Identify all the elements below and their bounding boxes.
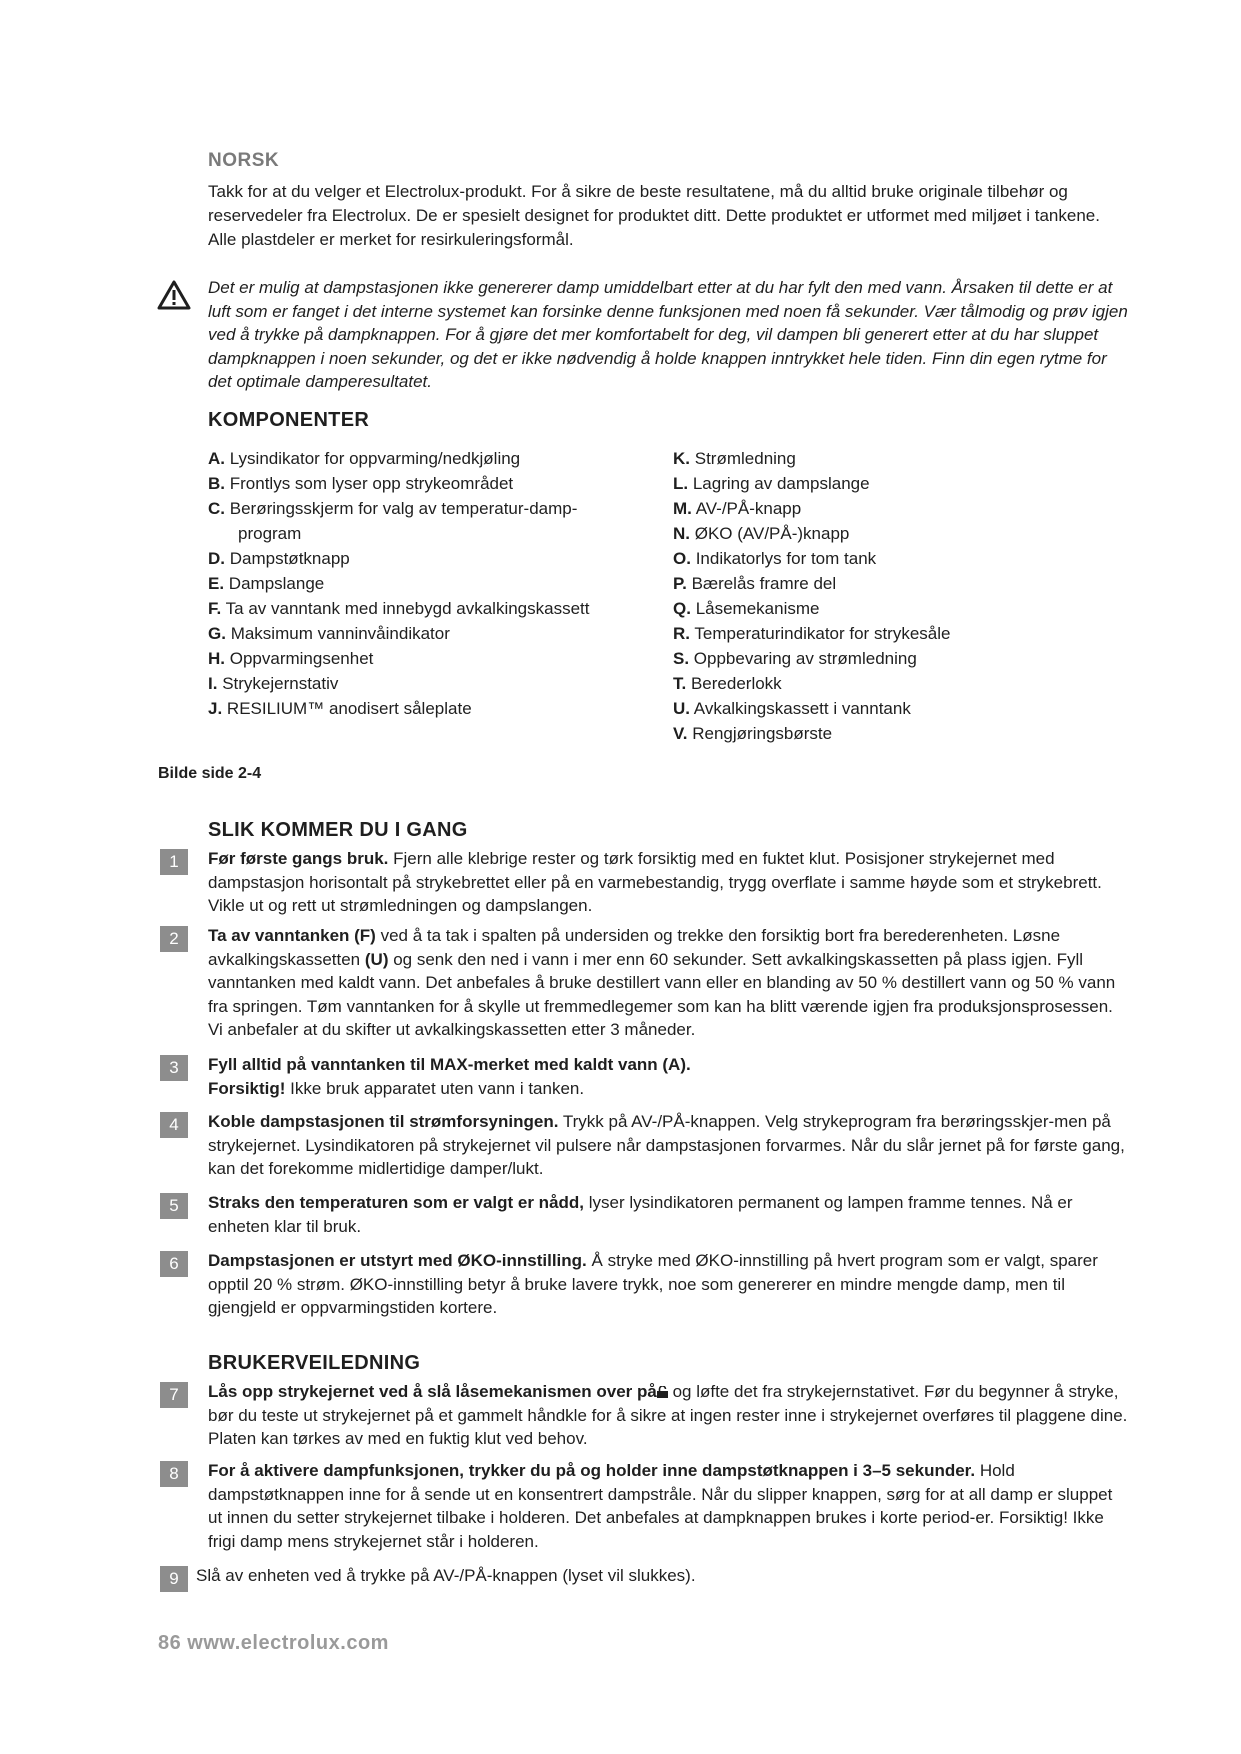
component-item: B. Frontlys som lyser opp strykeområdet [208,474,514,493]
image-reference: Bilde side 2-4 [158,765,262,782]
step-number: 6 [160,1251,188,1277]
component-item: H. Oppvarmingsenhet [208,649,374,668]
getting-started-heading: SLIK KOMMER DU I GANG [208,819,468,841]
step-number: 5 [160,1193,188,1219]
component-item: J. RESILIUM™ anodisert såleplate [208,699,472,718]
components-heading: KOMPONENTER [208,409,370,431]
warning-icon [156,279,192,311]
step-text: Før første gangs bruk. Fjern alle klebrige rester og tørk forsiktig med en fuktet klut. Posisjoner strykejernet med dampstasjon horisontalt på strykebrettet eller på en varmebestandig, trygg overflate i samme høyde som et strykebrett. Vikle ut og rett ut strømledningen og dampslangen. [208,849,1102,915]
step-text: Lås opp strykejernet ved å slå låsemekanismen over på og løfte det fra strykejernstativet. Før du begynner å stryke, bør du teste ut strykejernet på et gammelt håndkle for å sikre at ingen rester inne i strykejernet overføres til plaggene dine. Platen kan tørkes av med en fuktig klut ved behov. [208,1382,1128,1448]
component-item: L. Lagring av dampslange [673,474,870,493]
component-item: T. Berederlokk [673,674,782,693]
components-list-right [673,446,1133,746]
step-text: For å aktivere dampfunksjonen, trykker du på og holder inne dampstøtknappen i 3–5 sekunder. Hold dampstøtknappen inne for å sende ut en konsentrert dampstråle. Når du slipper knappen, sørg for at all damp er sluppet ut innen du setter strykejernet tilbake i holderen. Det anbefales at dampknappen brukes i korte period-er. Forsiktig! Ikke frigi damp mens strykejernet står i holderen. [208,1461,1113,1551]
page-footer: 86 www.electrolux.com [158,1632,389,1654]
language-heading: NORSK [208,150,280,171]
component-item: R. Temperaturindikator for strykesåle [673,624,951,643]
step-number: 9 [160,1566,188,1592]
components-list-left [208,446,648,721]
component-item: S. Oppbevaring av strømledning [673,649,917,668]
step-number: 1 [160,849,188,875]
intro-paragraph: Takk for at du velger et Electrolux-produkt. For å sikre de beste resultatene, må du alltid bruke originale tilbehør og reservedeler fra Electrolux. De er spesielt designet for produktet ditt. Dette produktet er utformet med miljøet i tankene. Alle plastdeler er merket for resirkuleringsformål. [208,182,1100,249]
step-text: Dampstasjonen er utstyrt med ØKO-innstilling. Å stryke med ØKO-innstilling på hvert program som er valgt, sparer opptil 20 % strøm. ØKO-innstilling betyr å bruke lavere trykk, noe som genererer en mindre mengde damp, men til gjengjeld er oppvarmingstiden kortere. [208,1251,1098,1317]
step-number: 3 [160,1055,188,1081]
component-item: P. Bærelås framre del [673,574,837,593]
step-number: 8 [160,1461,188,1487]
component-item: C. Berøringsskjerm for valg av temperatur-damp- program [208,499,578,543]
component-item: F. Ta av vanntank med innebygd avkalkingskassett [208,599,590,618]
step-text: Slå av enheten ved å trykke på AV-/PÅ-knappen (lyset vil slukkes). [196,1566,696,1585]
component-item: N. ØKO (AV/PÅ-)knapp [673,524,850,543]
step-number: 2 [160,926,188,952]
component-item: M. AV-/PÅ-knapp [673,499,802,518]
component-item: O. Indikatorlys for tom tank [673,549,877,568]
component-item: I. Strykejernstativ [208,674,339,693]
component-item: K. Strømledning [673,449,796,468]
user-guide-heading: BRUKERVEILEDNING [208,1352,421,1374]
component-item: G. Maksimum vanninvåindikator [208,624,450,643]
component-item: U. Avkalkingskassett i vanntank [673,699,911,718]
component-item: A. Lysindikator for oppvarming/nedkjøling [208,449,521,468]
unlock-icon [657,1381,668,1393]
step-text: Straks den temperaturen som er valgt er nådd, lyser lysindikatoren permanent og lampen framme tennes. Nå er enheten klar til bruk. [208,1193,1073,1236]
component-item: D. Dampstøtknapp [208,549,350,568]
warning-text: Det er mulig at dampstasjonen ikke genererer damp umiddelbart etter at du har fylt den med vann. Årsaken til dette er at luft som er fanget i det interne systemet kan forsinke denne funksjonen med noen få sekunder. Vær tålmodig og prøv igjen ved å trykke på dampknappen. For å gjøre det mer komfortabelt for deg, vil dampen bli generert etter at du har sluppet dampknappen i noen sekunder, og det er ikke nødvendig å holde knappen inntrykket hele tiden. Finn din egen rytme for det optimale damperesultatet. [208,278,1128,391]
component-item: E. Dampslange [208,574,325,593]
step-text: Ta av vanntanken (F) ved å ta tak i spalten på undersiden og trekke den forsiktig bort fra berederenheten. Løsne avkalkingskassetten (U) og senk den ned i vann i mer enn 60 sekunder. Sett avkalkingskassetten på plass igjen. Fyll vanntanken med kaldt vann. Det anbefales å bruke destillert vann eller en blanding av 50 % destillert vann og 50 % vann fra springen. Tøm vanntanken for å skylle ut fremmedlegemer som kan ha blitt værende igjen fra produksjonsprosessen. Vi anbefaler at du skifter ut avkalkingskassetten etter 3 måneder. [208,926,1116,1039]
component-item: Q. Låsemekanisme [673,599,820,618]
step-number: 7 [160,1382,188,1408]
step-text: Fyll alltid på vanntanken til MAX-merket med kaldt vann (A). Forsiktig! Ikke bruk apparatet uten vann i tanken. [208,1055,691,1098]
step-text: Koble dampstasjonen til strømforsyningen. Trykk på AV-/PÅ-knappen. Velg strykeprogram fra berøringsskjer-men på strykejernet. Lysindikatoren på strykejernet vil pulsere når dampstasjonen forvarmes. Når du slår jernet på for første gang, kan det forekomme midlertidige damper/lukt. [208,1112,1125,1178]
component-item: V. Rengjøringsbørste [673,724,833,743]
step-number: 4 [160,1112,188,1138]
